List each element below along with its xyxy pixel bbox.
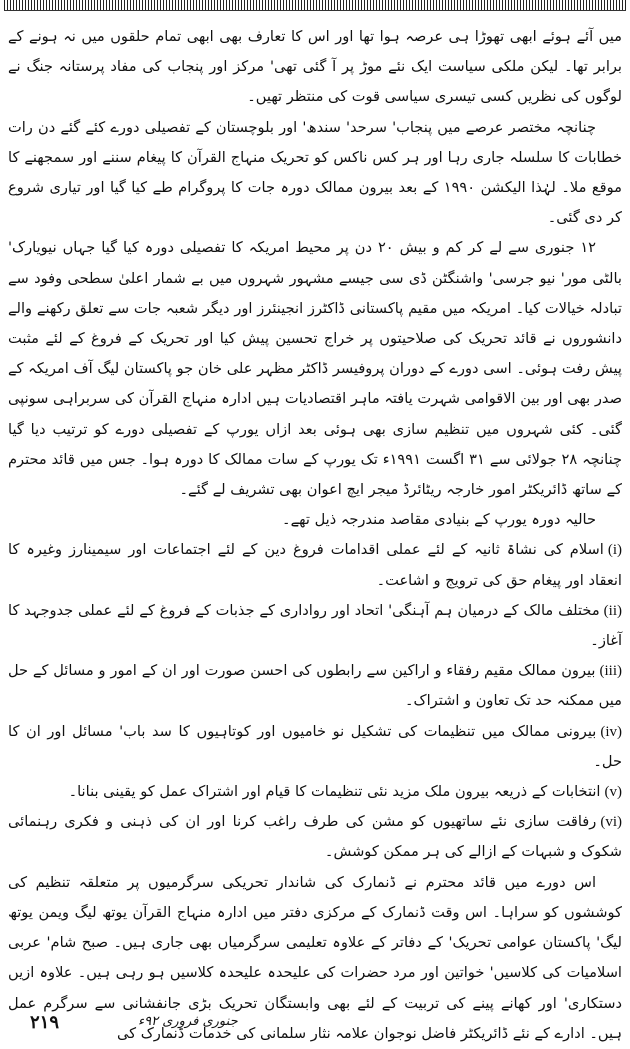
paragraph-objectives-intro: حالیہ دورہ یورپ کے بنیادی مقاصد مندرجہ ذیل تھے۔: [282, 511, 596, 529]
objective-item: [8, 777, 622, 807]
objective-item: [8, 807, 622, 867]
paragraph-domestic-tours: چنانچہ مختصر عرصے میں پنجاب' سرحد' سندھ' اور بلوچستان کے تفصیلی دورے کئے گئے دن رات خطابات کا سلسلہ جاری رہا اور ہر کس ناکس کو تحریک منہاج القرآن کا پیغام سننے اور سمجھنے کا موقع ملا۔ لہٰذا الیکشن ۱۹۹۰ کے بعد بیرون ممالک دورہ جات کا پروگرام طے کیا گیا اور تیاری شروع کر دی گئی۔: [8, 118, 622, 227]
objective-text: رفاقت سازی نئے ساتھیوں کو مشن کی طرف راغب کرنا اور ان کی ذہنی و فکری رہنمائی شکوک و شبہات کے ازالے کی ہر ممکن کوشش۔: [8, 813, 622, 861]
objective-text: مختلف مالک کے درمیان ہم آہنگی' اتحاد اور رواداری کے جذبات کے فروغ کے لئے عملی جدوجہد کا آغاز۔: [8, 601, 622, 650]
header-rule: [4, 0, 626, 11]
paragraph-denmark: اس دورے میں قائد محترم نے ڈنمارک کی شاندار تحریکی سرگرمیوں پر متعلقہ تنظیم کی کوششوں کو سراہا۔ اس وقت ڈنمارک کے مرکزی دفتر میں ادارہ منہاج القرآن یوتھ لیگ ویمن یوتھ لیگ' پاکستان عوامی تحریک' کے دفاتر کے علاوہ تعلیمی سرگرمیاں بھی جاری ہیں۔ صبح شام' عربی اسلامیات کی کلاسیں' خواتین اور مرد حضرات کی علیحدہ علیحدہ کلاسیں ہو رہی ہیں۔ علاوہ ازیں دستکاری' اور کھانے پینے کی تربیت کے لئے بھی وابستگان تحریک بڑی جانفشانی سے سرگرم عمل ہیں۔ ادارے کے نئے ڈائریکٹر فاضل نوجوان علامہ نثار سلمانی کی خدمات ڈنمارک کی: [8, 873, 622, 1042]
objective-text: بیرون ممالک مقیم رفقاء و اراکین سے رابطوں کی احسن صورت اور ان کے امور و مسائل کے حل میں ممکنہ حد تک تعاون و اشتراک۔: [8, 662, 622, 710]
objective-number: (iv): [600, 723, 622, 740]
objective-item: [8, 535, 622, 595]
objective-number: (ii): [603, 602, 622, 619]
objective-number: (iii): [599, 663, 622, 680]
objective-item: [8, 596, 622, 656]
issue-date: جنوری فروری ۹۲ء: [138, 1014, 238, 1029]
page-number: ۲۱۹: [30, 1012, 60, 1032]
page-footer: [0, 1012, 630, 1045]
objective-text: انتخابات کے ذریعہ بیرون ملک مزید نئی تنظیمات کا قیام اور اشتراک عمل کو یقینی بنانا۔: [68, 783, 601, 801]
objective-number: (vi): [600, 814, 622, 831]
objective-number: (v): [604, 784, 622, 801]
objectives-list: [8, 535, 622, 867]
objective-item: [8, 656, 622, 716]
objective-number: (i): [607, 542, 622, 559]
objective-text: اسلام کی نشاۃ ثانیہ کے لئے عملی اقدامات فروغ دین کے لئے اجتماعات اور سیمینارز وغیرہ کا انعقاد اور پیغام حق کی ترویج و اشاعت۔: [8, 541, 622, 589]
paragraph-america-tour: ۱۲ جنوری سے لے کر کم و بیش ۲۰ دن پر محیط امریکہ کا تفصیلی دورہ کیا گیا جہاں نیویارک' بالٹی مور' نیو جرسی' واشنگٹن ڈی سی جیسے مشہور شہروں میں بے شمار اعلیٰ سطحی وفود سے تبادلہ خیالات کیا۔ امریکہ میں مقیم پاکستانی ڈاکٹرز انجینئرز اور دیگر شعبہ جات سے تعلق رکھنے والے دانشوروں نے قائد تحریک کی صلاحیتوں پر خراج تحسین پیش کیا اور تحریک کے فروغ کے لئے مثبت پیش رفت ہوئی۔ اسی دورے کے دوران پروفیسر ڈاکٹر مظہر علی خان جو پاکستان لیگ آف امریکہ کے صدر بھی اور بین الاقوامی شہرت یافتہ ماہر اقتصادیات ہیں ادارہ منہاج القرآن کی سربراہی سونپی گئی۔ کئی شہروں میں تنظیم سازی بھی ہوئی بعد ازاں یورپ کے تفصیلی دورے کو ترتیب دیا گیا چنانچہ ۲۸ جولائی سے ۳۱ اگست ۱۹۹۱ء تک یورپ کے سات ممالک کا دورہ ہوا۔ جس میں قائد محترم کے ساتھ ڈائریکٹر امور خارجہ ریٹائرڈ میجر ایچ اعوان بھی تشریف لے گئے۔: [8, 239, 623, 499]
objective-text: بیرونی ممالک میں تنظیمات کی تشکیل نو خامیوں اور کوتاہیوں کا سد باب' مسائل اور ان کا حل۔: [8, 722, 622, 770]
paragraph-intro: میں آئے ہوئے ابھی تھوڑا ہی عرصہ ہوا تھا اور اس کا تعارف بھی ابھی تمام حلقوں میں نہ ہونے کے برابر تھا۔ لیکن ملکی سیاست ایک نئے موڑ پر آ گئی تھی' مرکز اور پنجاب کی مفاد پرستانہ جنگ نے لوگوں کی نظریں کسی تیسری سیاسی قوت کی منتظر تھیں۔: [8, 28, 622, 106]
objective-item: [8, 717, 622, 777]
